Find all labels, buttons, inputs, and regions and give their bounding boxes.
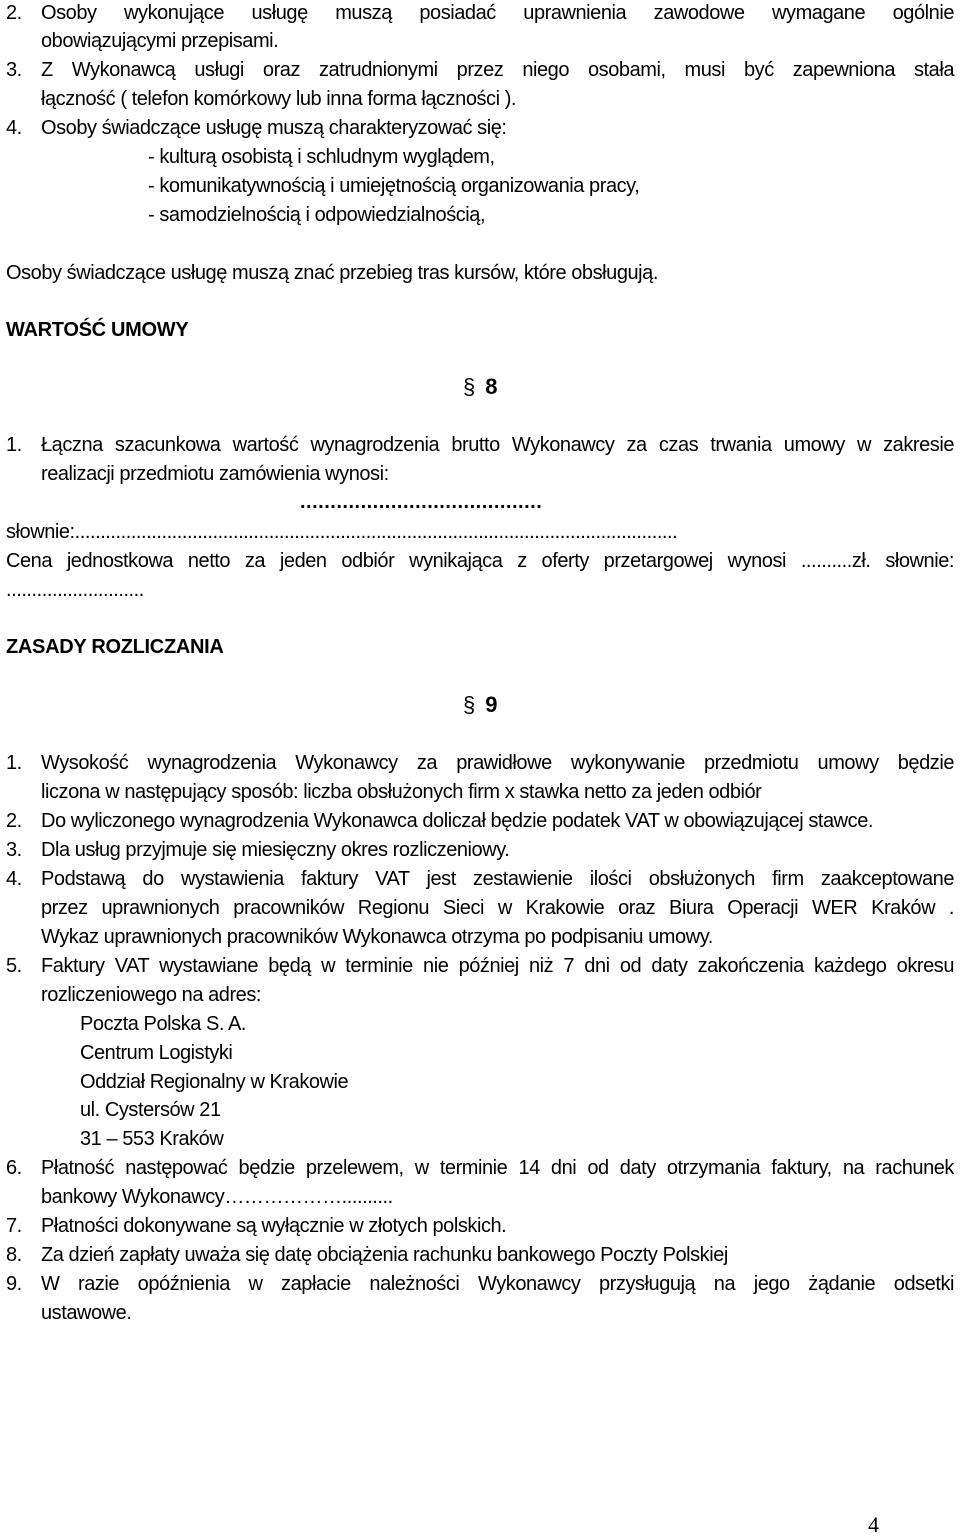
words-text: słownie:...................................................................................................................... <box>6 521 678 543</box>
section-number: 9 <box>485 692 498 717</box>
item-text-line: Faktury VAT wystawiane będą w terminie nie później niż 7 dni od daty zakończenia każdego okresu <box>41 955 954 977</box>
heading-text: WARTOŚĆ UMOWY <box>6 319 189 341</box>
item-number: 2. <box>6 2 22 24</box>
item-text-line: Osoby świadczące usługę muszą charakteryzować się: <box>41 117 507 139</box>
heading-text: ZASADY ROZLICZANIA <box>6 636 224 658</box>
item-text-line: Do wyliczonego wynagrodzenia Wykonawca doliczał będzie podatek VAT w obowiązującej stawce. <box>41 810 874 832</box>
item-number: 1. <box>6 434 22 456</box>
trait-text: - samodzielnością i odpowiedzialnością, <box>148 204 486 226</box>
item-number: 9. <box>6 1273 22 1295</box>
item-number: 8. <box>6 1244 22 1266</box>
page-number: 4 <box>868 1512 879 1537</box>
item-text-line: liczona w następujący sposób: liczba obsłużonych firm x stawka netto za jeden odbiór <box>41 781 762 803</box>
item-text-line: Wykaz uprawnionych pracowników Wykonawca otrzyma po podpisaniu umowy. <box>41 926 713 948</box>
item-text-line: rozliczeniowego na adres: <box>41 984 261 1006</box>
item-number: 4. <box>6 868 22 890</box>
address-text: Poczta Polska S. A. <box>80 1013 246 1035</box>
item-text-line: łączność ( telefon komórkowy lub inna forma łączności ). <box>41 88 517 110</box>
item-text-line: Podstawą do wystawienia faktury VAT jest zestawienie ilości obsłużonych firm zaakceptowane <box>41 868 954 890</box>
item-text-line: Płatność następować będzie przelewem, w terminie 14 dni od daty otrzymania faktury, na rachunek <box>41 1157 954 1179</box>
unit-price-text: Cena jednostkowa netto za jeden odbiór wynikająca z oferty przetargowej wynosi ..........zł. słownie: <box>6 550 954 572</box>
section-symbol: § <box>463 374 476 399</box>
item-text-line: Osoby wykonujące usługę muszą posiadać uprawnienia zawodowe wymagane ogólnie <box>41 2 954 24</box>
trait-text: - komunikatywnością i umiejętnością organizowania pracy, <box>148 175 640 197</box>
item-text-line: Wysokość wynagrodzenia Wykonawcy za prawidłowe wykonywanie przedmiotu umowy będzie <box>41 752 954 774</box>
item-text-line: ustawowe. <box>41 1302 132 1324</box>
item-number: 5. <box>6 955 22 977</box>
item-text-line: bankowy Wykonawcy……………….......... <box>41 1186 393 1208</box>
item-number: 3. <box>6 59 22 81</box>
address-text: Oddział Regionalny w Krakowie <box>80 1071 349 1093</box>
route-note-text: Osoby świadczące usługę muszą znać przebieg tras kursów, które obsługują. <box>6 262 658 284</box>
item-text-line: Łączna szacunkowa wartość wynagrodzenia brutto Wykonawcy za czas trwania umowy w zakresie <box>41 434 954 456</box>
paragraph-mark-8 <box>463 374 498 400</box>
item-number: 4. <box>6 117 22 139</box>
item-text-line: obowiązującymi przepisami. <box>41 30 279 52</box>
item-number: 6. <box>6 1157 22 1179</box>
address-text: Centrum Logistyki <box>80 1042 233 1064</box>
section-symbol: § <box>463 692 476 717</box>
item-number: 3. <box>6 839 22 861</box>
item-text-line: przez uprawnionych pracowników Regionu Sieci w Krakowie oraz Biura Operacji WER Kraków . <box>41 897 954 919</box>
address-text: ul. Cystersów 21 <box>80 1099 221 1121</box>
item-number: 7. <box>6 1215 22 1237</box>
address-text: 31 – 553 Kraków <box>80 1128 224 1150</box>
unit-price-dots: ........................... <box>6 579 144 601</box>
item-text-line: Płatności dokonywane są wyłącznie w złotych polskich. <box>41 1215 507 1237</box>
item-text-line: Dla usług przyjmuje się miesięczny okres rozliczeniowy. <box>41 839 510 861</box>
trait-text: - kulturą osobistą i schludnym wyglądem, <box>148 146 495 168</box>
item-text-line: Z Wykonawcą usługi oraz zatrudnionymi przez niego osobami, musi być zapewniona stała <box>41 59 954 81</box>
item-text-line: W razie opóźnienia w zapłacie należności Wykonawcy przysługują na jego żądanie odsetki <box>41 1273 954 1295</box>
item-number: 2. <box>6 810 22 832</box>
amount-dots: ........................................ <box>300 491 543 513</box>
paragraph-mark-9 <box>463 692 498 718</box>
section-number: 8 <box>485 374 498 399</box>
item-text-line: realizacji przedmiotu zamówienia wynosi: <box>41 463 389 485</box>
item-text-line: Za dzień zapłaty uważa się datę obciążenia rachunku bankowego Poczty Polskiej <box>41 1244 728 1266</box>
item-number: 1. <box>6 752 22 774</box>
